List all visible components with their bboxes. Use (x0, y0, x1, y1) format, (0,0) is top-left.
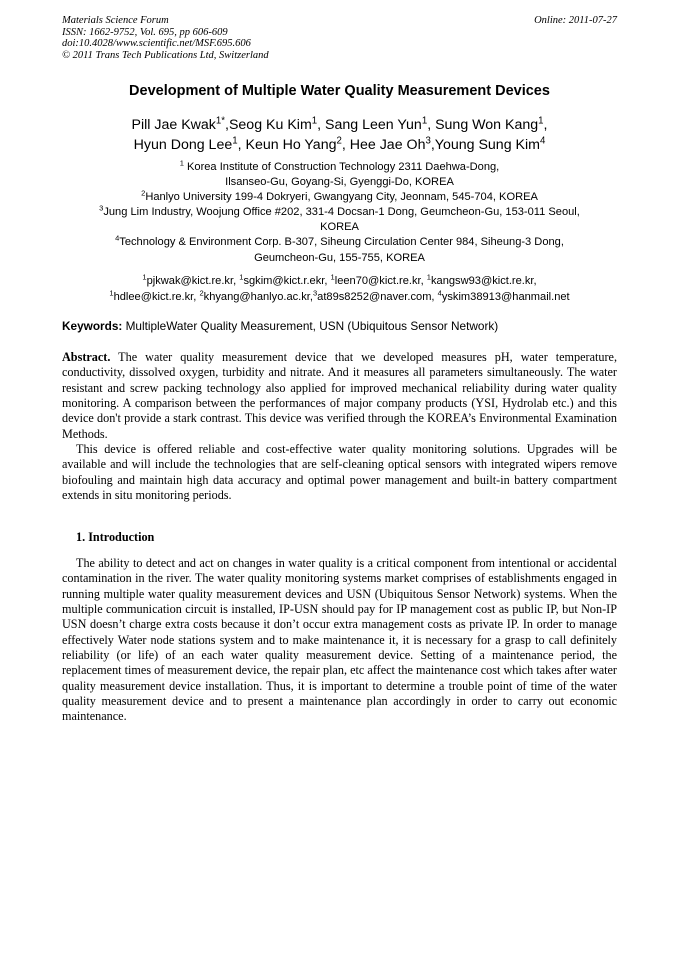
section-heading-introduction: 1. Introduction (76, 530, 155, 544)
keywords-text: MultipleWater Quality Measurement, USN (Ubiquitous Sensor Network) (122, 319, 499, 333)
author-line-2 (62, 135, 617, 155)
affiliation-3-line-1 (62, 205, 617, 220)
keywords-label: Keywords: (62, 319, 123, 333)
author-name: , Sang Leen Yun (317, 117, 422, 133)
email-list (62, 274, 617, 305)
keywords (62, 318, 617, 334)
affiliation-1-line-2: Ilsanseo-Gu, Goyang-Si, Gyenggi-Do, KOREA (225, 176, 454, 189)
affiliation-number: 4 (115, 233, 120, 243)
author-name: , Keun Ho Yang (237, 137, 337, 153)
author-superscript: 1 (232, 135, 238, 147)
abstract-paragraph-2: This device is offered reliable and cost-effective water quality monitoring solutions. Upgrades will be available and will include the technologies that are self-cleaning optical sensors with integrated wipers remove biofouling and maintain high data accuracy and optimal power management and built-in battery compartment extends in situ monitoring periods. (62, 442, 617, 503)
email-superscript: 3 (312, 287, 318, 297)
copyright-line: © 2011 Trans Tech Publications Ltd, Switzerland (62, 49, 269, 61)
email-address: pjkwak@kict.re.kr, (146, 275, 240, 287)
affiliation-2 (62, 190, 617, 205)
email-address: yskim38913@hanmail.net (441, 290, 570, 303)
email-superscript: 1 (142, 272, 147, 282)
affiliation-4-line-1 (62, 235, 617, 250)
abstract-label: Abstract. (62, 350, 111, 364)
author-superscript: 1 (538, 115, 544, 127)
abstract (62, 350, 617, 503)
email-line-1 (62, 274, 617, 290)
email-superscript: 1 (426, 272, 431, 282)
author-name: Hyun Dong Lee (133, 137, 233, 153)
email-superscript: 2 (199, 287, 204, 297)
email-superscript: 4 (437, 287, 442, 297)
affiliation-4-line-2: Geumcheon-Gu, 155-755, KOREA (254, 251, 425, 264)
email-address: khyang@hanlyo.ac.kr, (203, 290, 313, 303)
author-list (62, 115, 617, 155)
abstract-paragraph-1 (62, 350, 617, 442)
issn-line: ISSN: 1662-9752, Vol. 695, pp 606-609 (62, 26, 228, 38)
affiliation-text: Hanlyo University 199-4 Dokryeri, Gwangyang City, Jeonnam, 545-704, KOREA (145, 191, 538, 204)
affiliation-text: Korea Institute of Construction Technology 2311 Daehwa-Dong, (183, 161, 500, 173)
author-name: ,Young Sung Kim (430, 137, 540, 153)
author-superscript: 4 (539, 135, 546, 147)
email-address: at89s8252@naver.com, (317, 290, 438, 303)
doi-line: doi:10.4028/www.scientific.net/MSF.695.606 (62, 38, 251, 49)
author-line-1 (62, 115, 617, 135)
email-address: sgkim@kict.r.ekr, (243, 275, 331, 287)
paper-title: Development of Multiple Water Quality Measurement Devices (129, 83, 550, 99)
affiliation-number: 3 (99, 203, 104, 213)
author-name: ,Seog Ku Kim (225, 117, 312, 133)
affiliation-3-line-2: KOREA (320, 221, 359, 234)
affiliation-1-line-1 (62, 160, 617, 175)
author-name: , Hee Jae Oh (341, 137, 426, 153)
author-superscript: 1 (421, 115, 428, 127)
affiliation-text: Jung Lim Industry, Woojung Office #202, 331-4 Docsan-1 Dong, Geumcheon-Gu, 153-011 Seoul, (103, 206, 580, 219)
author-name: , Sung Won Kang (427, 117, 539, 133)
affiliation-list (62, 160, 617, 266)
introduction-body (62, 556, 617, 725)
email-address: kangsw93@kict.re.kr, (430, 275, 537, 287)
email-superscript: 1 (330, 272, 335, 282)
affiliation-number: 1 (179, 158, 184, 168)
affiliation-text: Technology & Environment Corp. B-307, Siheung Circulation Center 984, Siheung-3 Dong, (119, 236, 564, 249)
publication-header (62, 15, 617, 61)
abstract-text: The water quality measurement device that we developed measures pH, water temperature, conductivity, dissolved oxygen, turbidity and nitrate. And it measures all parameters simultaneously. The water resistant and screw packing technology also applied for improved mechanical reliability during water quality monitoring. A comparison between the performances of major company products (YSI, Hydrolab etc.) and this device don't provide a stark contrast. This device was verified through the KOREA’s Environmental Examination Methods. (62, 350, 617, 441)
author-superscript: 1 (311, 115, 318, 127)
author-superscript: 3 (425, 135, 431, 147)
introduction-paragraph-1: The ability to detect and act on changes in water quality is a critical component from intentional or accidental contamination in the river. The water quality monitoring systems market comprises of establishments engaged in running multiple water quality measurement devices and USN (Ubiquitous Sensor Network) systems. When the multiple communication circuit is installed, IP-USN should pay for IP management cost as public IP, but Non-IP USN doesn’t charge extra costs because it don’t occur extra management costs as private IP. In order to manage effectively Water node stations system and to make maintenance it, it is necessary for a grasp to call definitely reliability (or life) of an each water quality measurement device. Setting of a maintenance period, the replacement times of measurement device, the repair plan, etc affect the maintenance cost which takes after water quality measurement device installation. Thus, it is important to determine a trouble point of time of the water quality measurement device and to present a maintenance plan accordingly in order to carry out economic maintenance. (62, 556, 617, 724)
author-superscript: 2 (336, 135, 342, 147)
email-address: leen70@kict.re.kr, (334, 275, 427, 287)
online-date: Online: 2011-07-27 (534, 15, 617, 26)
affiliation-number: 2 (141, 188, 146, 198)
email-superscript: 1 (239, 272, 244, 282)
author-name: Pill Jae Kwak (131, 117, 216, 133)
email-superscript: 1 (109, 287, 114, 297)
author-superscript: 1* (215, 115, 226, 127)
journal-name: Materials Science Forum (62, 15, 169, 26)
author-separator: , (543, 117, 548, 133)
email-address: hdlee@kict.re.kr, (113, 290, 200, 303)
email-line-2 (62, 287, 617, 306)
